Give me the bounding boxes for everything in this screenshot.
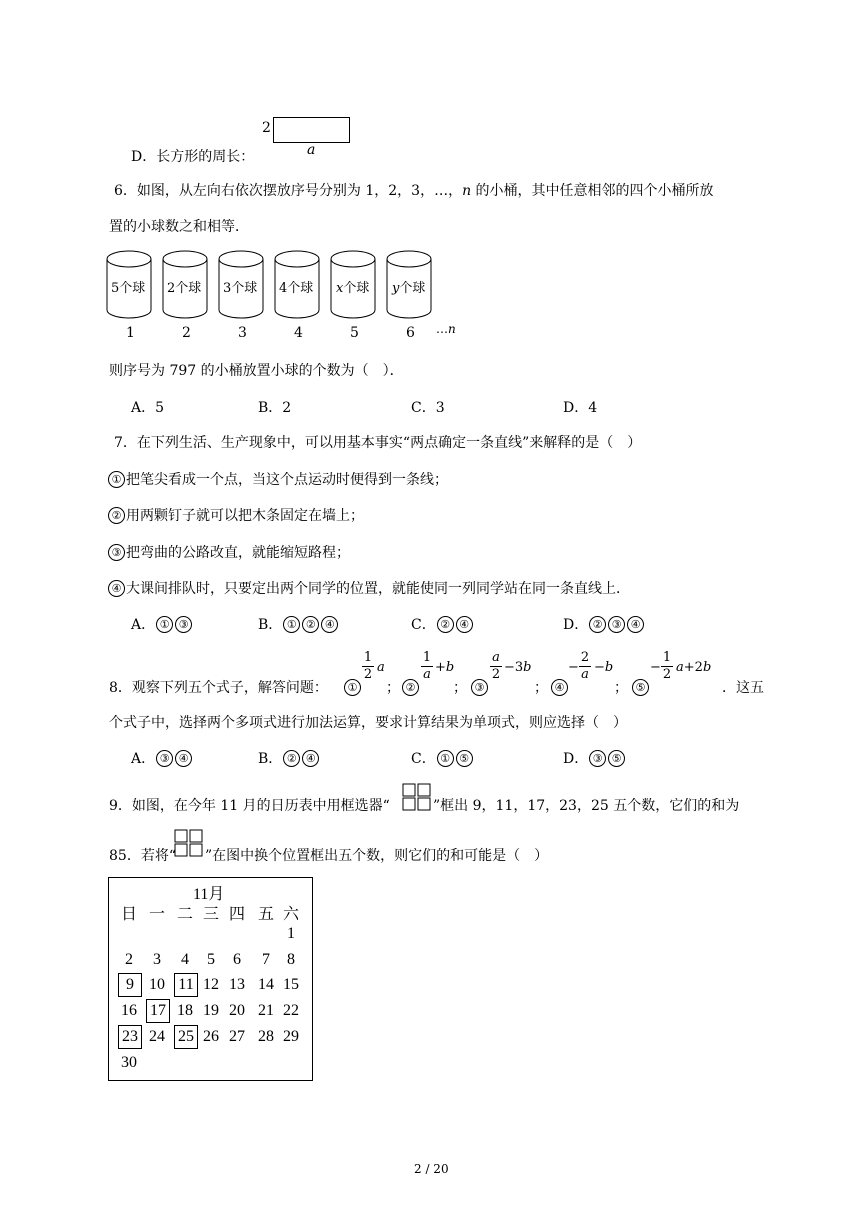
bucket-6-number: 6 xyxy=(406,325,415,341)
q8-expr-4-minus: − xyxy=(568,660,579,675)
bucket-2-number: 2 xyxy=(182,325,191,341)
calendar-weekday: 日 xyxy=(120,906,137,923)
q8-mark-2: ② xyxy=(402,679,419,696)
calendar-day: 13 xyxy=(229,976,245,993)
calendar-weekday: 四 xyxy=(228,906,245,923)
calendar-day: 8 xyxy=(287,951,295,968)
q9-line2-b: ”在图中换个位置框出五个数，则它们的和可能是（ ） xyxy=(205,848,549,864)
calendar-day: 7 xyxy=(262,951,270,968)
calendar-weekday: 三 xyxy=(202,906,219,923)
page-number: 2 / 20 xyxy=(414,1162,449,1176)
q8-mark-5: ⑤ xyxy=(632,679,649,696)
calendar-day: 19 xyxy=(203,1002,219,1019)
q8-expr-5-rest: a+2b xyxy=(676,660,712,675)
calendar-day: 3 xyxy=(153,951,161,968)
q6-question: 则序号为 797 的小桶放置小球的个数为（ ）． xyxy=(109,363,404,379)
calendar-weekday: 六 xyxy=(282,906,299,923)
calendar-day: 11 xyxy=(174,973,198,997)
q8-sep-2: ； xyxy=(453,680,467,696)
calendar-day: 17 xyxy=(146,999,170,1023)
q8-sep-4: ； xyxy=(614,680,628,696)
q8-option-d: D． ③ ⑤ xyxy=(563,748,626,768)
calendar-day: 12 xyxy=(203,976,219,993)
q8-line2: 个式子中，选择两个多项式进行加法运算，要求计算结果为单项式，则应选择（ ） xyxy=(109,715,627,731)
rectangle-figure xyxy=(273,117,350,143)
q7-item-4: ④ 大课间排队时，只要定出两个同学的位置，就能使同一列同学站在同一条直线上． xyxy=(107,578,630,598)
q8-expr-2: 1 a xyxy=(422,650,432,682)
q7-item-2: ② 用两颗钉子就可以把木条固定在墙上； xyxy=(107,505,364,525)
calendar-day: 20 xyxy=(229,1002,245,1019)
q8-option-a: A． ③ ④ xyxy=(131,748,193,768)
q7-option-c: C． ② ④ xyxy=(411,614,474,634)
bucket-1-label: 5个球 xyxy=(111,281,146,296)
bucket-6-label: y个球 xyxy=(392,281,426,296)
calendar-weekday: 二 xyxy=(176,906,193,923)
calendar-day: 10 xyxy=(149,976,165,993)
bucket-ellipsis: …n xyxy=(436,322,456,336)
calendar-day: 4 xyxy=(181,951,189,968)
q6-option-c: C．3 xyxy=(411,400,445,416)
calendar-day: 27 xyxy=(229,1028,245,1045)
q7-item-3: ③ 把弯曲的公路改直，就能缩短路程； xyxy=(107,542,350,562)
bucket-5-label: x个球 xyxy=(336,281,370,296)
q6-option-a: A．5 xyxy=(131,400,165,416)
calendar-day: 6 xyxy=(233,951,241,968)
q8-expr-4-rest: −b xyxy=(594,660,614,675)
bucket-4-number: 4 xyxy=(294,325,303,341)
q7-option-d: D． ② ③ ④ xyxy=(563,614,645,634)
q7-option-b: B． ① ② ④ xyxy=(258,614,339,634)
selector-shape-icon xyxy=(174,829,204,857)
q8-expr-1: 1 2 xyxy=(363,650,373,682)
bucket-1-number: 1 xyxy=(126,325,135,341)
bucket-2-label: 2个球 xyxy=(167,281,202,296)
bucket-4-label: 4个球 xyxy=(279,281,314,296)
q8-option-b: B． ② ④ xyxy=(258,748,320,768)
calendar-day: 24 xyxy=(149,1028,165,1045)
q6-line1: 6．如图，从左向右依次摆放序号分别为 1，2，3，…，n 的小桶，其中任意相邻的四个小桶所放 xyxy=(114,183,714,199)
q9-line2-a: 85．若将“ xyxy=(109,848,176,864)
calendar-day: 25 xyxy=(174,1025,198,1049)
q8-mark-3: ③ xyxy=(471,679,488,696)
calendar-day: 28 xyxy=(258,1028,274,1045)
option-d-side-bottom: a xyxy=(307,142,316,158)
bucket-3-number: 3 xyxy=(238,325,247,341)
calendar-day: 22 xyxy=(283,1002,299,1019)
q8-expr-3-rest: −3b xyxy=(504,660,532,675)
q8-expr-5-minus: − xyxy=(650,660,661,675)
q6-option-d: D．4 xyxy=(563,400,598,416)
q7-option-a: A． ① ③ xyxy=(131,614,193,634)
q8-sep-1: ； xyxy=(386,680,400,696)
calendar-day: 29 xyxy=(283,1028,299,1045)
calendar-day: 18 xyxy=(177,1002,193,1019)
selector-shape-icon xyxy=(402,783,432,811)
calendar xyxy=(108,877,313,1081)
q7-stem: 7．在下列生活、生产现象中，可以用基本事实“两点确定一条直线”来解释的是（ ） xyxy=(114,435,642,451)
option-d-label: D．长方形的周长： xyxy=(131,149,255,165)
calendar-weekday: 一 xyxy=(148,906,165,923)
q9-line1-b: ”框出 9，11，17，23，25 五个数，它们的和为 xyxy=(433,798,740,814)
q6-line2: 置的小球数之和相等． xyxy=(109,219,249,235)
bucket-5-number: 5 xyxy=(350,325,359,341)
calendar-title: 11月 xyxy=(193,886,225,903)
bucket-3-label: 3个球 xyxy=(223,281,258,296)
q6-option-b: B．2 xyxy=(258,400,292,416)
calendar-day: 23 xyxy=(118,1025,142,1049)
q8-expr-1-var: a xyxy=(377,660,385,675)
calendar-day: 21 xyxy=(258,1002,274,1019)
q8-expr-2-rest: +b xyxy=(435,660,455,675)
calendar-weekday: 五 xyxy=(257,906,274,923)
calendar-day: 30 xyxy=(121,1054,137,1071)
calendar-day: 15 xyxy=(283,976,299,993)
calendar-day: 1 xyxy=(287,925,295,942)
q8-expr-5: 1 2 xyxy=(662,650,672,682)
calendar-day: 2 xyxy=(125,951,133,968)
calendar-day: 14 xyxy=(258,976,274,993)
q8-stem: 8．观察下列五个式子，解答问题： xyxy=(109,680,328,696)
q8-tail: ．这五 xyxy=(722,680,764,696)
q8-sep-3: ； xyxy=(534,680,548,696)
q8-mark-4: ④ xyxy=(551,679,568,696)
calendar-day: 16 xyxy=(121,1002,137,1019)
calendar-day: 5 xyxy=(207,951,215,968)
calendar-day: 9 xyxy=(118,973,142,997)
q8-expr-3: a 2 xyxy=(491,650,501,682)
q9-line1-a: 9．如图，在今年 11 月的日历表中用框选器“ xyxy=(109,798,390,814)
q8-expr-4: 2 a xyxy=(580,650,590,682)
calendar-day: 26 xyxy=(203,1028,219,1045)
q8-mark-1: ① xyxy=(344,679,361,696)
option-d-side-left: 2 xyxy=(262,120,271,136)
q7-item-1: ① 把笔尖看成一个点，当这个点运动时便得到一条线； xyxy=(107,469,448,489)
q8-option-c: C． ① ⑤ xyxy=(411,748,474,768)
